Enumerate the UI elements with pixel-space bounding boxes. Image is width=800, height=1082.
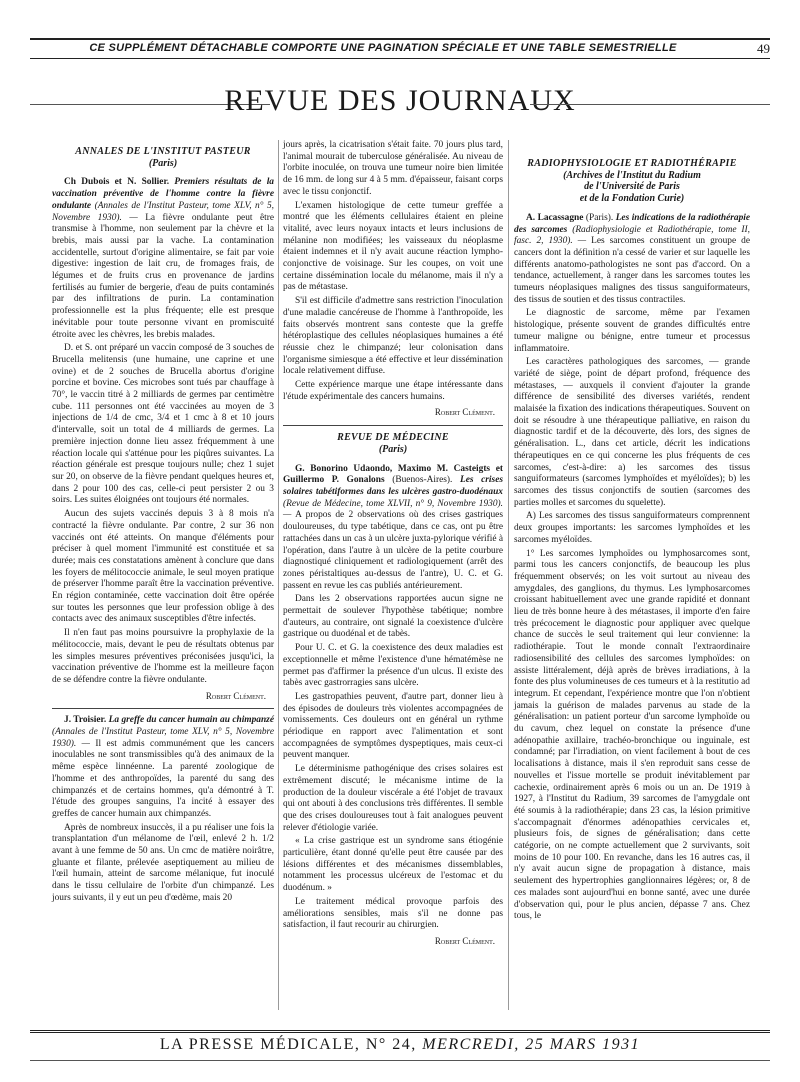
footer-journal: LA PRESSE MÉDICALE, [159,1036,361,1053]
article-paragraph: Les sarcomes constituent un groupe de cancers dont la définition n'a cessé de varier et sur laquelle les différents anatomo-pathologistes ne sont pas d'accord. On a tendance, actuellement, à ranger dans les sarcomes toutes les tumeurs néoplasiques malignes des tissus sanguiformateurs, des tissus de soutien et des tissus contractiles. [514,236,750,305]
article-heading [52,715,274,820]
article-paragraph: Dans les 2 observations rapportées aucun signe ne permettait de soulever l'hypothèse tabétique; nombre d'auteurs, au contraire, ont signalé la coexistence d'ulcère gastrique ou duodénal et de tabès. [283,594,503,640]
page-number: 49 [757,41,770,56]
article-reference: (Radiophysiologie et Radiothérapie, tome II, fasc. 2, 1930). — [514,224,751,247]
section-subheading: de l'Université de Paris [584,181,680,193]
article-title: Les indications de la radiothérapie des sarcomes [514,212,751,235]
article-authors: G. Bonorino Udaondo, Maximo M. Casteigts et Guillermo P. Gonalons [283,463,503,486]
article-reference: (Annales de l'Institut Pasteur, tome XLV, n° 5, Novembre 1930). — [52,200,274,223]
article-paragraph: Les caractères pathologiques des sarcomes, — grande variété de siège, point de départ profond, fréquence des métastases, — auxquels il convient d'ajouter la grande différence de sensibilité des diverses variétés, rendent malaisée la fixation des indications thérapeutiques. Souvent on doit se résoudre à une thérapeutique palliative, en raison du diagnostic tardif et de la découverte, dès lors, des signes de généralisation. L., dans cet article, décrit les indications thérapeutiques en ce qui concerne les plus fréquents de ces sarcomes, c'est-à-dire: a) les sarcomes des tissus sanguiformateurs (sarcomes lymphoïdes et myéloïdes); b) les sarcomes des tissus conjonctifs de soutien (sarcomes des parties molles et sarcomes du squelette). [514,357,750,508]
section-heading: REVUE DE MÉDECINE [337,432,449,444]
article-paragraph: Le diagnostic de sarcome, même par l'examen histologique, présente souvent de grandes difficultés entre tumeur maligne ou bénigne, entre tumeur et processus inflammatoire. [514,308,750,354]
article-heading [52,177,274,341]
section-subheading: (Paris) [148,157,178,169]
section-subheading: et de la Fondation Curie) [579,193,685,205]
article-paragraph: Le traitement médical provoque parfois des améliorations sensibles, mais s'il ne donne pas satisfaction, il faut recourir au chirurgien. [283,896,503,931]
page-title: REVUE DES JOURNAUX [224,84,576,117]
article-paragraph: 1° Les sarcomes lymphoïdes ou lymphosarcomes sont, parmi tous les cancers conjonctifs, de beaucoup les plus fréquemment observés; on les voit surtout au niveau des amygdales, des ganglions, du thymus. Les lymphosarcomes croissant habituellement avec une grande rapidité et donnant lieu de très bonne heure à des métastases, il importe d'en faire très précocement le diagnostic pour appliquer avec quelque chance de succès le seul traitement qui leur convienne: la radiothérapie. Tout le monde connaît l'extraordinaire radiosensibilité des cellules des sarcomes lymphoïdes: on assiste littéralement, déjà après de brèves irradiations, à la fonte des plus volumineuses de ces tumeurs et à la restitutio ad integrum. Et cependant, l'expérience montre que l'on n'obtient jamais la guérison de malades parvenus au stade de la généralisation: un patient porteur d'un sarcome lymphoïde ou du cavum, chez lequel on constate la présence d'une adénopathie axillaire, trachéo-bronchique ou inguinale, est condamné; par l'irradiation, on vient facilement à bout de ces localisations à distance, mais il s'en reproduit sans cesse de nouvelles et l'issue mortelle se produit inévitablement par cachexie, ordinairement après 6 mois ou un an. De 1919 à 1927, à l'Institut du Radium, 39 sarcomes de l'amygdale ont été soumis à la radiothérapie; dans 23 cas, la lésion primitive s'accompagnait d'énormes adénopathies cervicales et, plusieurs fois, de signes de généralisation; dans cette catégorie, on ne compte actuellement que 2 survivants, soit moins de 10 pour 100. En revanche, dans les 16 autres cas, il n'y avait aucun signe de propagation à distance, mais seulement des hypertrophies ganglionnaires légères; or, 8 de ces malades sont aujourd'hui en bonne santé, avec une durée d'observation qui, pour le plus ancien, dépasse 7 ans. Chez tous, le [514,548,750,922]
column-right [514,152,750,925]
article-authors: A. Lacassagne [526,212,584,223]
article-heading [283,464,503,593]
article [52,715,274,904]
article-city: (Buenos-Aires). [392,475,453,486]
article-paragraph: Il est admis communément que les cancers inoculables ne sont transmissibles qu'à des animaux de la même espèce linnéenne. La parenté zoologique de l'homme et des anthropoïdes, la parenté du sang des chimpanzés et de certains hommes, qu'a démontré à T. l'étude des groupes sanguins, l'a incité à essayer des greffes de cancer humain aux chimpanzés. [52,738,274,819]
article-paragraph: jours après, la cicatrisation s'était faite. 70 jours plus tard, l'animal mourait de tuberculose généralisée. Au niveau de l'orbite inoculée, on trouva une tumeur noire bien limitée de 16 mm. de long sur 4 à 5 mm. d'épaisseur, faisant corps avec le tissu conjonctif. [283,140,503,197]
article-heading [514,213,750,307]
article-title: Les crises solaires tabétiformes dans les ulcères gastro-duodénaux [283,475,503,497]
article-signature: Robert Clément. [205,690,266,701]
article-separator [283,425,503,426]
article-paragraph: Le déterminisme pathogénique des crises solaires est extrêmement discuté; le mécanisme intime de la production de la douleur viscérale a été l'objet de travaux qui ont abouti à des conclusions très différentes. Il semble que des crises douloureuses tout à fait analogues peuvent relever d'étiologie variée. [283,764,503,833]
article-authors: J. Troisier. [64,715,107,726]
page-footer [30,1036,770,1054]
article-paragraph: Il n'en faut pas moins poursuivre la prophylaxie de la mélitococcie, mais, devant le peu de résultats obtenus par les simples mesures préventives préconisées jusqu'ici, la vaccination préventive de l'homme est la meilleure façon de se défendre contre la fièvre ondulante. [52,628,274,685]
footer-date: MERCREDI, 25 MARS 1931 [422,1036,641,1053]
column-divider [278,140,279,1010]
article-authors: Ch Dubois et N. Sollier. [64,177,170,188]
article-paragraph: D. et S. ont préparé un vaccin composé de 3 souches de Brucella melitensis (une humaine, une caprine et une ovine) et de 2 souches de Brucella abortus d'origine porcine et bovine. Ces microbes sont tués par chauffage à 70°, le vaccin titré à 2 milliards de germes par centimètre cube. 111 personnes ont été vaccinées au moyen de 3 injections de 1/4 de cmc, 3/4 et 1 cmc à 8 et 10 jours d'intervalle, soit un total de 4 milliards de germes. La première injection donne lieu assez fréquemment à une réaction locale qui s'atténue pour les piqûres suivantes. La réaction générale est presque toujours nulle; chez 1 sujet sur 20, on observe de la fièvre pendant quelques heures et, dans 2 pour 100 des cas, celle-ci peut persister 2 ou 3 soirs. Les suites éloignées ont toujours été normales. [52,343,274,506]
article-separator [52,708,274,709]
section-heading: RADIOPHYSIOLOGIE ET RADIOTHÉRAPIE [527,158,737,169]
section-subheading: (Paris) [378,443,408,455]
header-banner: CE SUPPLÉMENT DÉTACHABLE COMPORTE UNE PAGINATION SPÉCIALE ET UNE TABLE SEMESTRIELLE [89,42,677,54]
title-rule-right [530,104,770,105]
article-title: Premiers résultats de la vaccination préventive de l'homme contre la fièvre ondulante [52,177,274,211]
article-paragraph: S'il est difficile d'admettre sans restriction l'inoculation d'une maladie cancéreuse de l'homme à l'anthropoïde, les faits observés montrent sans conteste que la greffe hétéroplastique des cellules néoplasiques humaines a été réussie chez le chimpanzé; leur colonisation dans l'organisme simiesque a été effective et leur dissémination locale relativement diffuse. [283,296,503,377]
article-city: (Paris). [585,212,614,223]
article [52,177,274,702]
article-paragraph: Cette expérience marque une étape intéressante dans l'étude expérimentale des cancers humains. [283,380,503,402]
header-rule [30,38,770,40]
article-signature: Robert Clément. [434,936,495,946]
article-title: La greffe du cancer humain au chimpanzé [108,715,274,726]
title-block [30,70,770,138]
article-paragraph: Pour U. C. et G. la coexistence des deux maladies est exceptionnelle et même l'existence d'une hématémèse ne permet pas d'affirmer la présence d'un ulcus. Il existe des tabès avec gastrorragies sans ulcère. [283,643,503,689]
article-paragraph: « La crise gastrique est un syndrome sans étiogénie particulière, étant donné qu'elle peut être causée par des lésions différentes et des mécanismes dissemblables, notamment les processus ulcéreux de l'estomac et du duodénum. » [283,836,503,894]
article-reference: (Revue de Médecine, tome XLVII, n° 9, Novembre 1930). — [283,498,503,521]
article-paragraph: Aucun des sujets vaccinés depuis 3 à 8 mois n'a contracté la fièvre ondulante. Par contre, 2 sur 36 non vaccinés ont été atteints. On manque d'éléments pour préciser à quel moment l'immunité est constituée et sa durée; mais ces constatations amènent à conclure que dans les foyers de mélitococcie animale, le seul moyen pratique de préserver l'homme paraît être la vaccination préventive. En région contaminée, cette vaccination doit être opérée sur toutes les personnes que leur profession oblige à des contacts avec des animaux susceptibles d'être infectés. [52,509,274,625]
section-heading: ANNALES DE L'INSTITUT PASTEUR [75,146,251,157]
section-subheading: (Archives de l'Institut du Radium [563,169,701,181]
footer-rule [30,1030,770,1033]
column-middle [283,140,503,952]
header-rule-bottom [30,58,770,59]
article-paragraph: Les gastropathies peuvent, d'autre part, donner lieu à des épisodes de douleurs très violentes accompagnées de vomissements. Ces douleurs ont en général un rythme périodique en rapport avec l'alimentation et sont accompagnées de symptômes dyspeptiques, mais ceux-ci peuvent manquer. [283,691,503,761]
article-paragraph: A propos de 2 observations où des crises gastriques douloureuses, du type tabétique, dans ce cas, ont pu être rattachées dans un cas à un ulcère juxta-pylorique vérifié à l'opération, dans l'autre à un ulcère de la petite courbure diagnostiqué cliniquement et radiologiquement (arrêt des zones péristaltiques au-dessus de l'antre), U. C. et G. passent en revue les cas publiés antérieurement. [283,510,503,591]
footer-issue: N° 24, [365,1036,417,1053]
article-paragraph: La fièvre ondulante peut être transmise à l'homme, non seulement par la chèvre et la brebis, mais aussi par la vache. La contamination accidentelle, surtout d'origine alimentaire, se fait par voie digestive: ingestion de lait cru, de fromages frais, de légumes et de fruits crus en provenance de jardins fertilisés au fumier de bergerie, d'eau de puits contaminés par des infiltrations de purin. La contamination professionnelle est la plus fréquente; elle est presque inévitable pour toute personne vivant en promiscuité étroite avec les chèvres, les brebis malades. [52,212,275,340]
column-left [52,140,274,907]
article-signature: Robert Clément. [434,407,495,418]
article-paragraph: Après de nombreux insuccès, il a pu réaliser une fois la transplantation d'un mélanome de l'œil, enlevé 2 h. 1/2 avant à une femme de 50 ans. Un cmc de matière noirâtre, gluante et filante, prélevée aseptiquement au milieu de l'œil humain, atteint de sarcome mélanique, fut inoculé dans le tissu cellulaire de l'orbite d'un chimpanzé. Les jours suivants, il y eut un peu d'œdème, mais 20 [52,822,274,903]
page-header [30,38,770,58]
column-divider [508,140,509,1010]
article-paragraph: A) Les sarcomes des tissus sanguiformateurs comprennent deux groupes importants: les sarcomes lymphoïdes et les sarcomes myéloïdes. [514,511,750,545]
article-paragraph: L'examen histologique de cette tumeur greffée a montré que les éléments cellulaires étaient en pleine vitalité, avec leurs noyaux intacts et leurs inclusions de mélanine non modifiées; les vaisseaux du néoplasme étaient indemnes et il n'y avait aucune réaction lympho-conjonctive de voisinage. Sur les coupes, on voit une certaine dissémination locale du mélanome, mais il n'y a pas de métastase. [283,200,503,293]
article-reference: (Annales de l'Institut Pasteur, tome XLV, n° 5, Novembre 1930). — [52,727,274,749]
footer-rule-bottom [30,1060,770,1061]
